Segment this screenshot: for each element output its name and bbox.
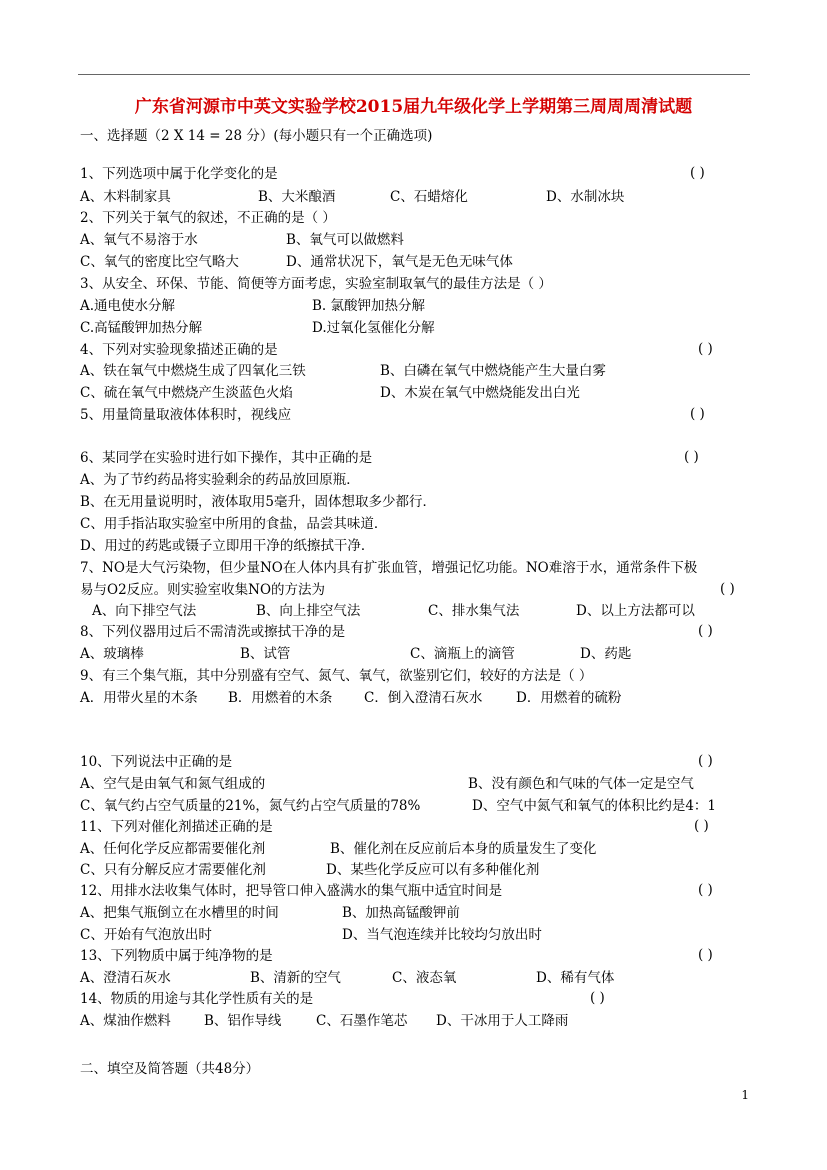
question-stem-4: 4、下列对实验现象描述正确的是 <box>80 342 278 358</box>
option-12b: B、加热高锰酸钾前 <box>342 905 460 921</box>
answer-paren-7: ( ) <box>720 581 735 597</box>
page-number: 1 <box>741 1088 749 1102</box>
option-3c: C.高锰酸钾加热分解 <box>80 320 203 336</box>
option-11c: C、只有分解反应才需要催化剂 <box>80 862 266 878</box>
option-6a: A、为了节约药品将实验剩余的药品放回原瓶． <box>80 472 360 488</box>
option-7b: B、向上排空气法 <box>256 603 361 619</box>
option-4b: B、白磷在氧气中燃烧能产生大量白雾 <box>380 363 606 379</box>
header-rule <box>78 74 750 75</box>
answer-paren-10: ( ) <box>698 753 713 769</box>
answer-paren-4: ( ) <box>698 341 713 357</box>
option-11a: A、任何化学反应都需要催化剂 <box>80 841 266 857</box>
answer-paren-1: ( ) <box>690 165 705 181</box>
option-11b: B、催化剂在反应前后本身的质量发生了变化 <box>330 841 597 857</box>
question-stem-11: 11、下列对催化剂描述正确的是 <box>80 819 273 835</box>
question-stem-7: 7、NO是大气污染物，但少量NO在人体内具有扩张血管，增强记忆功能。NO难溶于水，通常条件下极 <box>80 560 698 576</box>
answer-paren-12: ( ) <box>698 882 713 898</box>
option-2b: B、氧气可以做燃料 <box>286 232 404 248</box>
option-6c: C、用手指沾取实验室中所用的食盐，品尝其味道． <box>80 516 388 532</box>
option-4a: A、铁在氧气中燃烧生成了四氧化三铁 <box>80 363 306 379</box>
question-stem-6: 6、某同学在实验时进行如下操作，其中正确的是 <box>80 450 373 466</box>
option-9a: A．用带火星的木条 <box>80 690 198 706</box>
option-8c: C、滴瓶上的滴管 <box>410 646 515 662</box>
option-14d: D、干冰用于人工降雨 <box>436 1013 569 1029</box>
option-8b: B、试管 <box>240 646 291 662</box>
page-title: 广东省河源市中英文实验学校2015届九年级化学上学期第三周周周清试题 <box>134 97 693 117</box>
option-14c: C、石墨作笔芯 <box>316 1013 408 1029</box>
question-stem-3: 3、从安全、环保、节能、简便等方面考虑，实验室制取氧气的最佳方法是（ ） <box>80 276 552 292</box>
option-9c: C．倒入澄清石灰水 <box>364 690 483 706</box>
option-13c: C、液态氧 <box>392 970 457 986</box>
question-stem-14: 14、物质的用途与其化学性质有关的是 <box>80 991 314 1007</box>
option-12a: A、把集气瓶倒立在水槽里的时间 <box>80 905 279 921</box>
option-7d: D、以上方法都可以 <box>576 603 695 619</box>
option-1c: C、石蜡熔化 <box>390 189 468 205</box>
answer-paren-5: ( ) <box>690 406 705 422</box>
question-stem-2: 2、下列关于氧气的叙述，不正确的是（ ） <box>80 210 336 226</box>
answer-paren-14: ( ) <box>590 990 605 1006</box>
question-stem-12: 12、用排水法收集气体时，把导管口伸入盛满水的集气瓶中适宜时间是 <box>80 883 503 899</box>
option-2d: D、通常状况下，氧气是无色无味气体 <box>286 254 513 270</box>
option-2a: A、氧气不易溶于水 <box>80 232 198 248</box>
question-stem-8: 8、下列仪器用过后不需清洗或擦拭干净的是 <box>80 624 346 640</box>
answer-paren-8: ( ) <box>698 623 713 639</box>
option-8d: D、药匙 <box>580 646 632 662</box>
question-stem-7-cont: 易与O2反应。则实验室收集NO的方法为 <box>80 582 326 598</box>
question-stem-5: 5、用量筒量取液体体积时，视线应 <box>80 407 292 423</box>
option-10c: C、氧气约占空气质量的21%，氮气约占空气质量的78% <box>80 798 421 814</box>
question-stem-13: 13、下列物质中属于纯净物的是 <box>80 948 273 964</box>
option-4d: D、木炭在氧气中燃烧能发出白光 <box>380 385 580 401</box>
option-10a: A、空气是由氧气和氮气组成的 <box>80 776 266 792</box>
option-13b: B、清新的空气 <box>250 970 341 986</box>
option-7a: A、向下排空气法 <box>92 603 197 619</box>
question-stem-10: 10、下列说法中正确的是 <box>80 754 233 770</box>
option-10b: B、没有颜色和气味的气体一定是空气 <box>468 776 694 792</box>
option-12c: C、开始有气泡放出时 <box>80 927 212 943</box>
option-6b: B、在无用量说明时，液体取用5毫升，固体想取多少都行． <box>80 494 437 510</box>
option-1b: B、大米酿酒 <box>258 189 336 205</box>
option-2c: C、氧气的密度比空气略大 <box>80 254 239 270</box>
option-14b: B、铝作导线 <box>204 1013 282 1029</box>
section-heading-choice: 一、选择题（2 X 14 = 28 分）(每小题只有一个正确选项) <box>80 128 433 144</box>
option-9b: B．用燃着的木条 <box>228 690 333 706</box>
option-3a: A.通电使水分解 <box>80 298 176 314</box>
answer-paren-13: ( ) <box>698 947 713 963</box>
option-13d: D、稀有气体 <box>536 970 615 986</box>
section-heading-fill: 二、填空及简答题（共48分） <box>80 1061 260 1077</box>
option-12d: D、当气泡连续并比较均匀放出时 <box>342 927 542 943</box>
option-3d: D.过氧化氢催化分解 <box>312 320 435 336</box>
option-14a: A、煤油作燃料 <box>80 1013 171 1029</box>
option-3b: B. 氯酸钾加热分解 <box>312 298 426 314</box>
question-stem-9: 9、有三个集气瓶，其中分别盛有空气、氮气、氧气，欲鉴别它们，较好的方法是（ ） <box>80 668 593 684</box>
option-11d: D、某些化学反应可以有多种催化剂 <box>326 862 540 878</box>
option-9d: D．用燃着的硫粉 <box>516 690 622 706</box>
question-stem-1: 1、下列选项中属于化学变化的是 <box>80 166 278 182</box>
option-10d: D、空气中氮气和氧气的体积比约是4：1 <box>472 798 717 814</box>
option-8a: A、玻璃棒 <box>80 646 144 662</box>
option-1d: D、水制冰块 <box>546 189 625 205</box>
answer-paren-11: ( ) <box>694 818 709 834</box>
option-7c: C、排水集气法 <box>428 603 520 619</box>
option-6d: D、用过的药匙或镊子立即用干净的纸擦拭干净． <box>80 538 375 554</box>
answer-paren-6: ( ) <box>684 449 699 465</box>
option-13a: A、澄清石灰水 <box>80 970 171 986</box>
option-1a: A、木料制家具 <box>80 189 171 205</box>
option-4c: C、硫在氧气中燃烧产生淡蓝色火焰 <box>80 385 293 401</box>
